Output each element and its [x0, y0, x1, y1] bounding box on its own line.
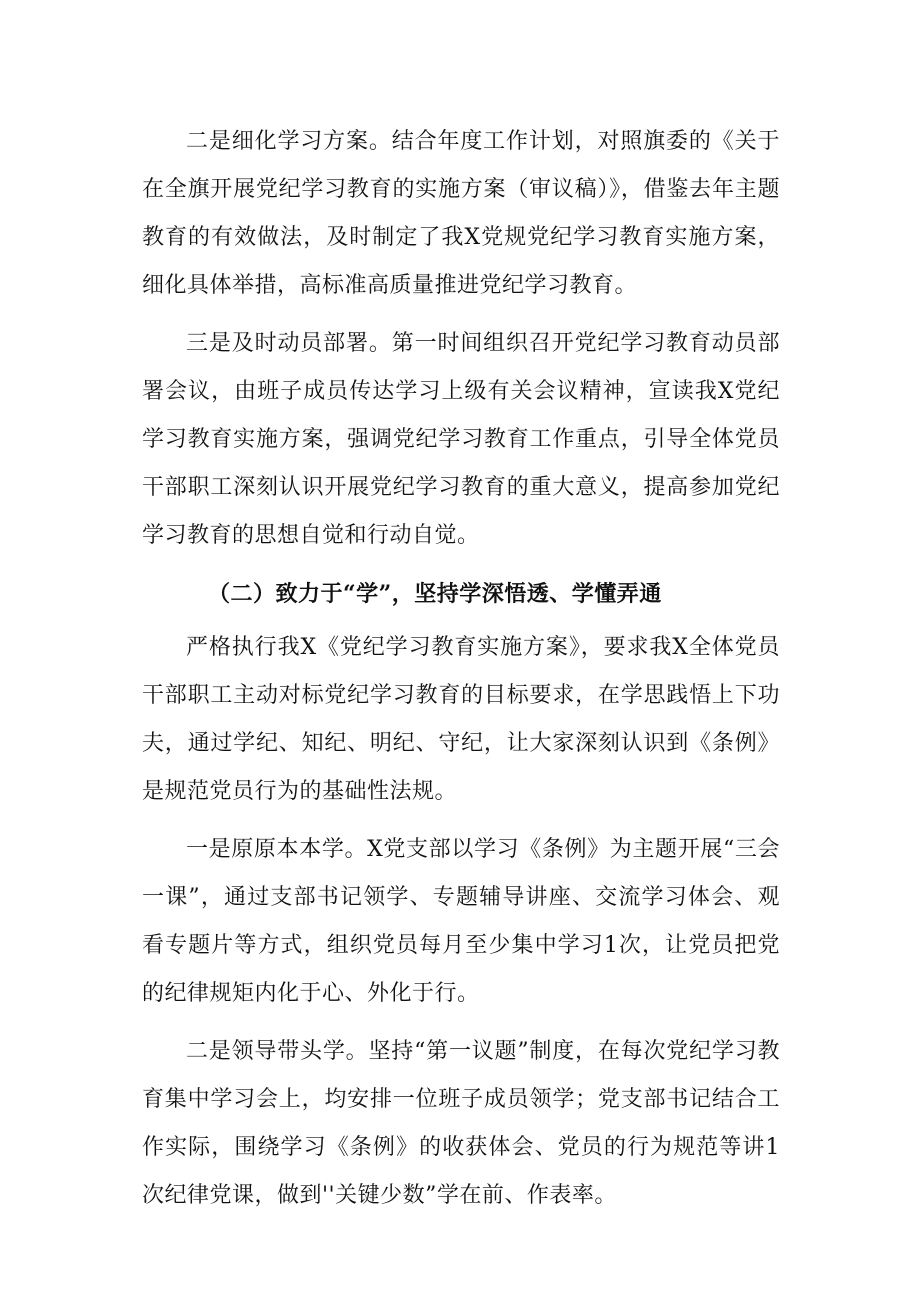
paragraph-implementation-requirement: 严格执行我X《党纪学习教育实施方案》，要求我X全体党员干部职工主动对标党纪学习教育的目标要求，在学思践悟上下功夫，通过学纪、知纪、明纪、守纪，让大家深刻认识到《条例》是规范党员行为的基础性法规。 — [142, 635, 780, 804]
paragraph-refine-study-plan: 二是细化学习方案。结合年度工作计划，对照旗委的《关于在全旗开展党纪学习教育的实施方案（审议稿）》，借鉴去年主题教育的有效做法，及时制定了我X党规党纪学习教育实施方案，细化具体举措，高标准高质量推进党纪学习教育。 — [142, 129, 780, 298]
document-body — [142, 118, 780, 1230]
paragraph-mobilization-deployment: 三是及时动员部署。第一时间组织召开党纪学习教育动员部署会议，由班子成员传达学习上级有关会议精神，宣读我X党纪学习教育实施方案，强调党纪学习教育工作重点，引导全体党员干部职工深刻认识开展党纪学习教育的重大意义，提高参加党纪学习教育的思想自觉和行动自觉。 — [142, 331, 780, 548]
paragraph-original-study: 一是原原本本学。X党支部以学习《条例》为主题开展“三会一课”，通过支部书记领学、专题辅导讲座、交流学习体会、观看专题片等方式，组织党员每月至少集中学习1次，让党员把党的纪律规矩内化于心、外化于行。 — [142, 837, 780, 1006]
section-heading-study: （二）致力于“学”，坚持学深悟透、学懂弄通 — [208, 581, 662, 607]
paragraph-leadership-study: 二是领导带头学。坚持“第一议题”制度，在每次党纪学习教育集中学习会上，均安排一位班子成员领学；党支部书记结合工作实际，围绕学习《条例》的收获体会、党员的行为规范等讲1次纪律党课，做到''关键少数”学在前、作表率。 — [142, 1039, 780, 1208]
